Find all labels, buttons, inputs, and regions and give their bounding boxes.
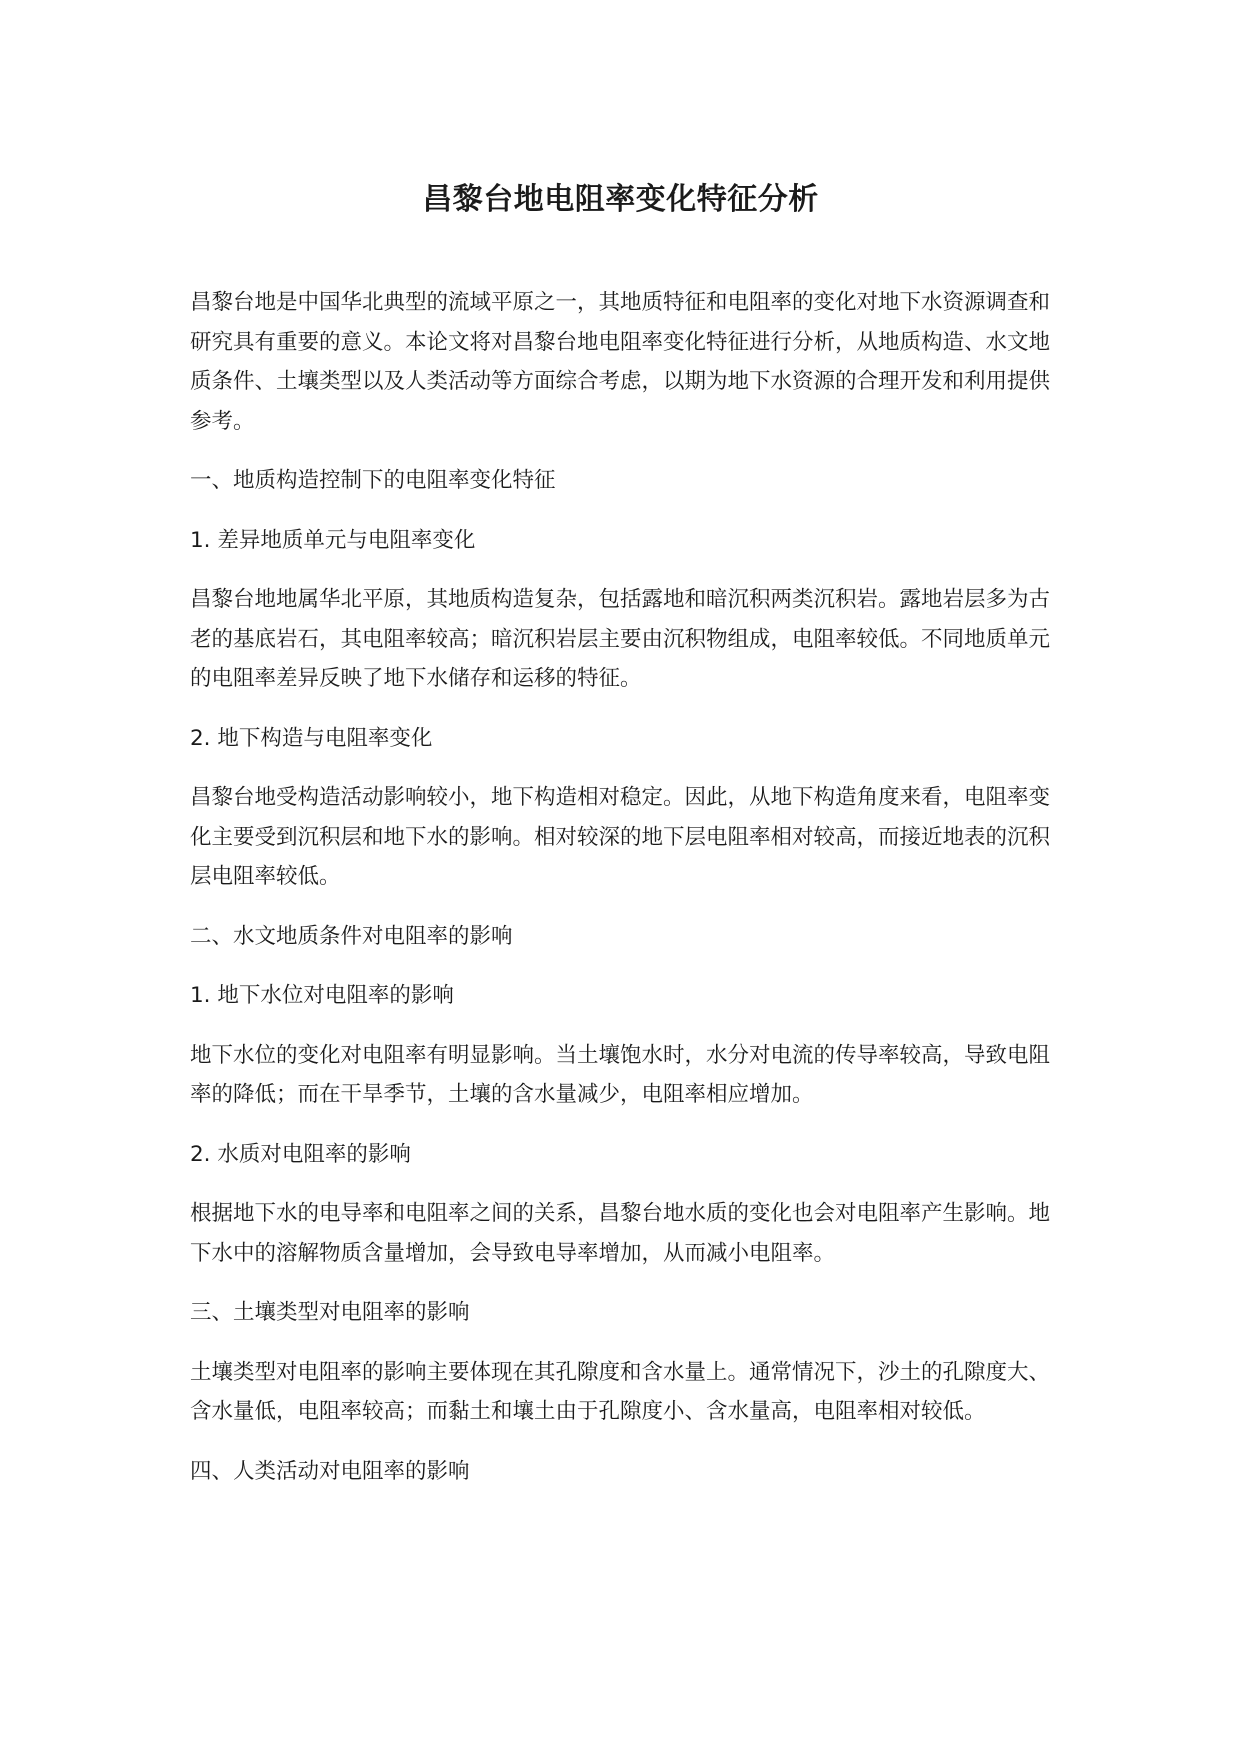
section-heading-1: 一、地质构造控制下的电阻率变化特征	[190, 468, 556, 493]
intro-paragraph: 昌黎台地是中国华北典型的流域平原之一，其地质特征和电阻率的变化对地下水资源调查和研究具有重要的意义。本论文将对昌黎台地电阻率变化特征进行分析，从地质构造、水文地质条件、土壤类型以及人类活动等方面综合考虑，以期为地下水资源的合理开发和利用提供参考。	[190, 290, 1051, 434]
section-heading-2: 二、水文地质条件对电阻率的影响	[190, 923, 513, 949]
section-heading-3: 三、土壤类型对电阻率的影响	[190, 1300, 470, 1325]
subsection-heading-1-2: 2. 地下构造与电阻率变化	[190, 725, 433, 751]
paragraph-1-1: 昌黎台地地属华北平原，其地质构造复杂，包括露地和暗沉积两类沉积岩。露地岩层多为古老的基底岩石，其电阻率较高；暗沉积岩层主要由沉积物组成，电阻率较低。不同地质单元的电阻率差异反映了地下水储存和运移的特征。	[190, 587, 1051, 691]
subsection-heading-2-2: 2. 水质对电阻率的影响	[190, 1141, 411, 1167]
document-title: 昌黎台地电阻率变化特征分析	[422, 182, 819, 217]
paragraph-2-2: 根据地下水的电导率和电阻率之间的关系，昌黎台地水质的变化也会对电阻率产生影响。地下水中的溶解物质含量增加，会导致电导率增加，从而减小电阻率。	[190, 1201, 1051, 1266]
paragraph-1-2: 昌黎台地受构造活动影响较小，地下构造相对稳定。因此，从地下构造角度来看，电阻率变化主要受到沉积层和地下水的影响。相对较深的地下层电阻率相对较高，而接近地表的沉积层电阻率较低。	[190, 785, 1051, 889]
section-heading-4: 四、人类活动对电阻率的影响	[190, 1458, 470, 1484]
subsection-heading-2-1: 1. 地下水位对电阻率的影响	[190, 983, 454, 1008]
paragraph-3: 土壤类型对电阻率的影响主要体现在其孔隙度和含水量上。通常情况下，沙土的孔隙度大、含水量低，电阻率较高；而黏土和壤土由于孔隙度小、含水量高，电阻率相对较低。	[190, 1359, 1051, 1424]
paragraph-2-1: 地下水位的变化对电阻率有明显影响。当土壤饱水时，水分对电流的传导率较高，导致电阻率的降低；而在干旱季节，土壤的含水量减少，电阻率相应增加。	[190, 1042, 1051, 1107]
subsection-heading-1-1: 1. 差异地质单元与电阻率变化	[190, 527, 476, 553]
document-body	[190, 283, 1050, 1511]
